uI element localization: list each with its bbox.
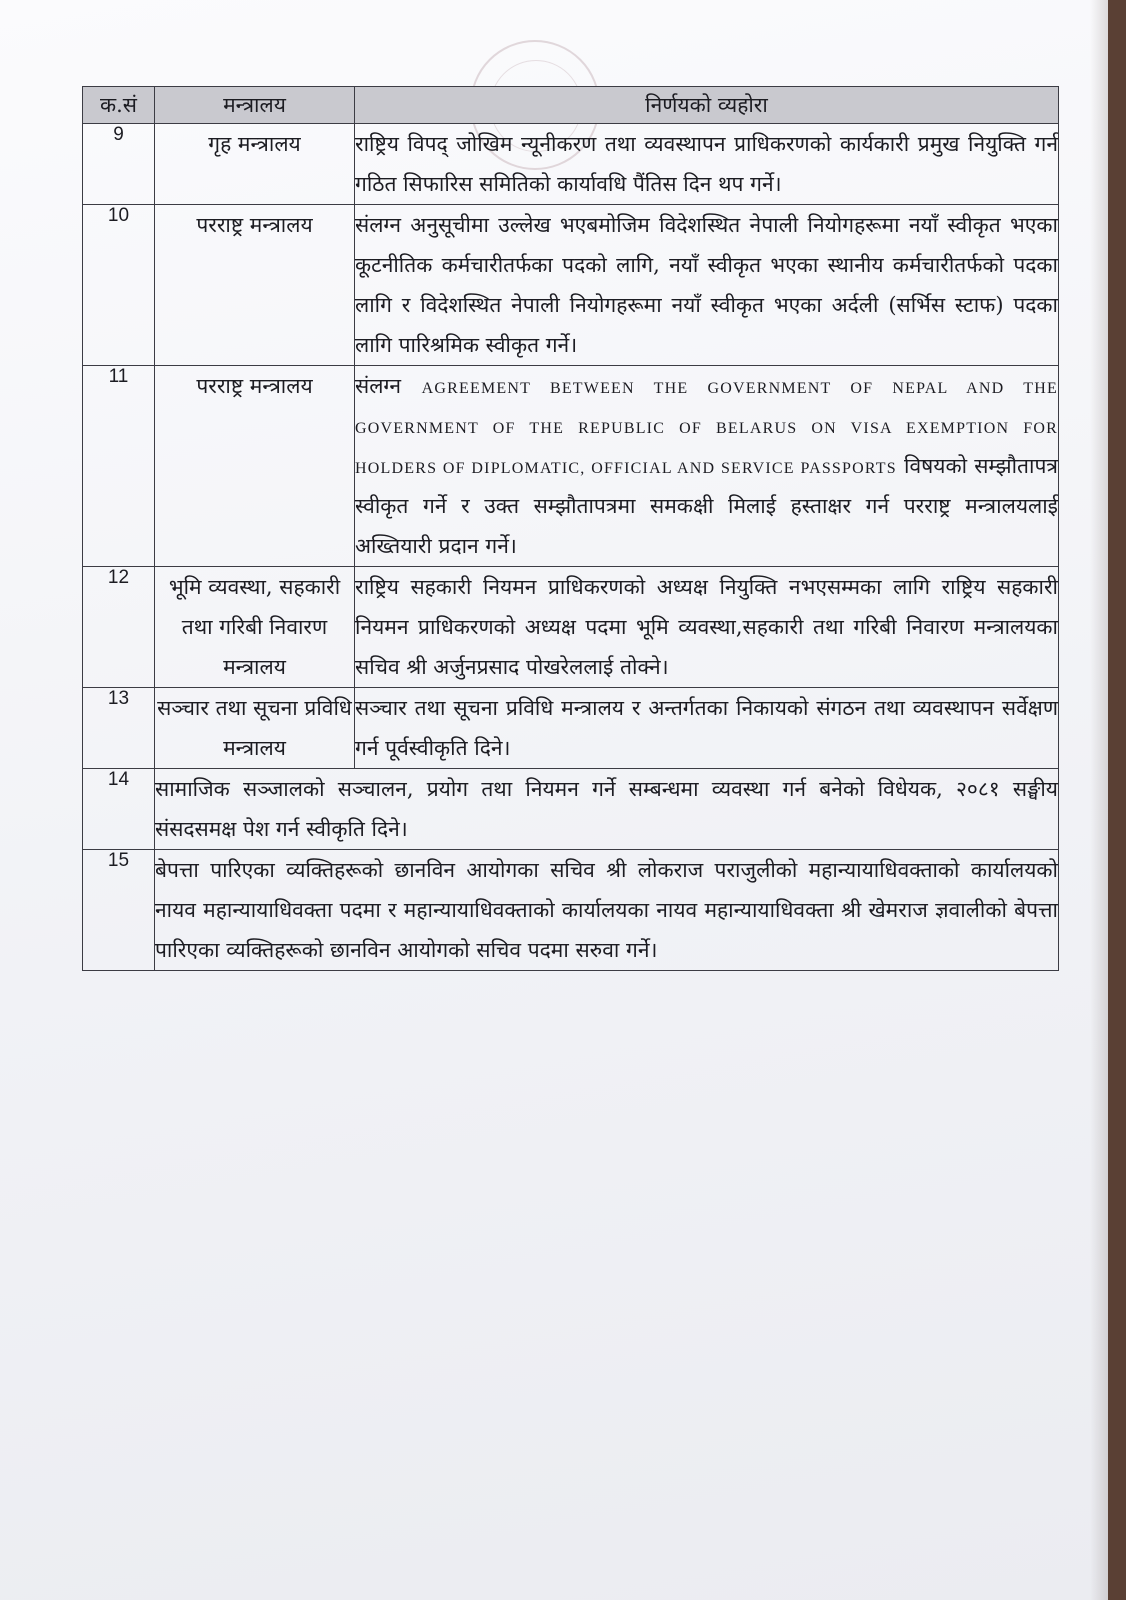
decision-header: निर्णयको व्यहोरा: [355, 87, 1059, 124]
row-decision: राष्ट्रिय सहकारी नियमन प्राधिकरणको अध्यक्ष नियुक्ति नभएसम्मका लागि राष्ट्रिय सहकारी नियमन प्राधिकरणको अध्यक्ष पदमा भूमि व्यवस्था,सहकारी तथा गरिबी निवारण मन्त्रालयका सचिव श्री अर्जुनप्रसाद पोखरेललाई तोक्ने।: [355, 567, 1059, 688]
row-decision: [355, 366, 1059, 567]
table-row: [83, 567, 1059, 688]
row-ministry: परराष्ट्र मन्त्रालय: [155, 205, 355, 366]
row-number: 13: [83, 688, 155, 769]
serial-number-header: क.सं: [83, 87, 155, 124]
row-number: 15: [83, 850, 155, 971]
table-row: [83, 366, 1059, 567]
row-number: 14: [83, 769, 155, 850]
row-decision: संलग्न अनुसूचीमा उल्लेख भएबमोजिम विदेशस्थित नेपाली नियोगहरूमा नयाँ स्वीकृत भएका कूटनीतिक कर्मचारीतर्फका पदको लागि, नयाँ स्वीकृत भएका स्थानीय कर्मचारीतर्फको पदका लागि र विदेशस्थित नेपाली नियोगहरूमा नयाँ स्वीकृत भएका अर्दली (सर्भिस स्टाफ) पदका लागि पारिश्रमिक स्वीकृत गर्ने।: [355, 205, 1059, 366]
table-row: [83, 850, 1059, 971]
table-header-row: [83, 87, 1059, 124]
row-number: 9: [83, 124, 155, 205]
table-row: [83, 124, 1059, 205]
row-number: 11: [83, 366, 155, 567]
page-edge-shadow: [1090, 0, 1108, 1600]
decision-prefix: संलग्न: [355, 374, 401, 398]
decisions-table: [82, 86, 1059, 971]
table-row: [83, 688, 1059, 769]
row-number: 12: [83, 567, 155, 688]
row-decision: राष्ट्रिय विपद् जोखिम न्यूनीकरण तथा व्यवस्थापन प्राधिकरणको कार्यकारी प्रमुख नियुक्ति गर्न गठित सिफारिस समितिको कार्यावधि पैंतिस दिन थप गर्ने।: [355, 124, 1059, 205]
row-ministry: परराष्ट्र मन्त्रालय: [155, 366, 355, 567]
row-number: 10: [83, 205, 155, 366]
row-ministry: गृह मन्त्रालय: [155, 124, 355, 205]
agreement-title-english: AGREEMENT BETWEEN THE GOVERNMENT OF NEPAL AND THE GOVERNMENT OF THE REPUBLIC OF BELARUS ON VISA EXEMPTION FOR HOLDERS OF DIPLOMATIC, OFFICIAL AND SERVICE PASSPORTS: [355, 380, 1058, 477]
row-decision: बेपत्ता पारिएका व्यक्तिहरूको छानविन आयोगका सचिव श्री लोकराज पराजुलीको महान्यायाधिवक्ताको कार्यालयको नायव महान्यायाधिवक्ता पदमा र महान्यायाधिवक्ताको कार्यालयका नायव महान्यायाधिवक्ता श्री खेमराज ज्ञवालीको बेपत्ता पारिएका व्यक्तिहरूको छानविन आयोगको सचिव पदमा सरुवा गर्ने।: [155, 850, 1059, 971]
row-ministry: भूमि व्यवस्था, सहकारी तथा गरिबी निवारण मन्त्रालय: [155, 567, 355, 688]
row-decision: सामाजिक सञ्जालको सञ्चालन, प्रयोग तथा नियमन गर्ने सम्बन्धमा व्यवस्था गर्न बनेको विधेयक, २०८१ सङ्घीय संसदसमक्ष पेश गर्न स्वीकृति दिने।: [155, 769, 1059, 850]
ministry-header: मन्त्रालय: [155, 87, 355, 124]
row-ministry: सञ्चार तथा सूचना प्रविधि मन्त्रालय: [155, 688, 355, 769]
row-decision: सञ्चार तथा सूचना प्रविधि मन्त्रालय र अन्तर्गतका निकायको संगठन तथा व्यवस्थापन सर्वेक्षण गर्न पूर्वस्वीकृति दिने।: [355, 688, 1059, 769]
table-row: [83, 205, 1059, 366]
decision-suffix: विषयको सम्झौतापत्र स्वीकृत गर्ने र उक्त सम्झौतापत्रमा समकक्षी मिलाई हस्ताक्षर गर्न परराष्ट्र मन्त्रालयलाई अख्तियारी प्रदान गर्ने।: [355, 454, 1058, 558]
table-row: [83, 769, 1059, 850]
